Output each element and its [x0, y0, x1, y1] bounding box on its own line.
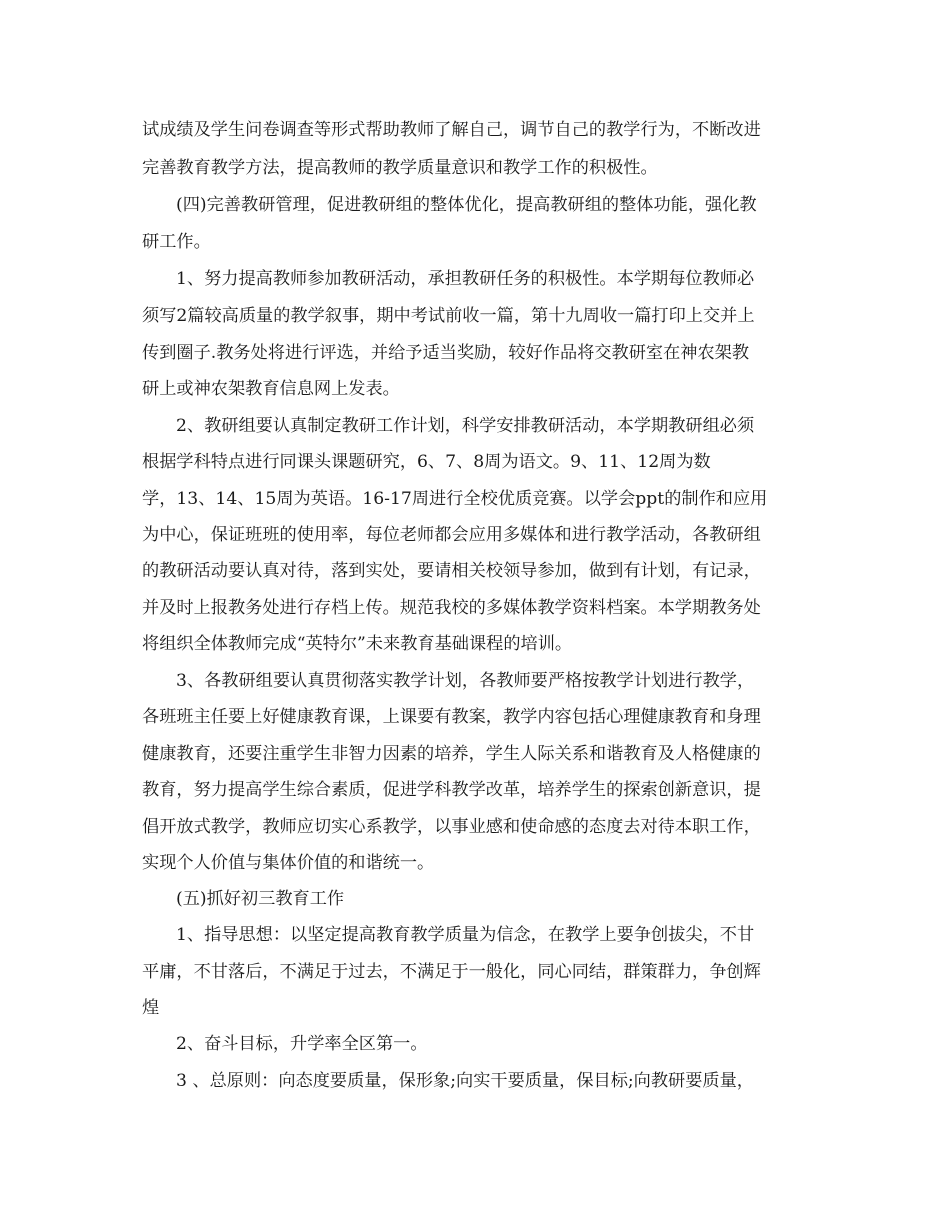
text-line: 1、指导思想：以坚定提高教育教学质量为信念，在教学上要争创拔尖，不甘 [176, 925, 755, 945]
text-line: 为中心，保证班班的使用率，每位老师都会应用多媒体和进行教学活动，各教研组 [142, 525, 761, 545]
text-line: 倡开放式教学，教师应切实心系教学，以事业感和使命感的态度去对待本职工作， [142, 817, 761, 837]
text-line: 健康教育，还要注重学生非智力因素的培养，学生人际关系和谐教育及人格健康的 [142, 744, 761, 764]
text-line: 学，13、14、15周为英语。16-17周进行全校优质竞赛。以学会ppt的制作和应用 [142, 489, 768, 509]
text-line: 2、奋斗目标，升学率全区第一。 [176, 1034, 428, 1054]
text-line: 的教研活动要认真对待，落到实处，要请相关校领导参加，做到有计划，有记录， [142, 561, 761, 581]
text-line: 研工作。 [142, 232, 211, 252]
text-line: 须写2篇较高质量的教学叙事，期中考试前收一篇，第十九周收一篇打印上交并上 [142, 306, 755, 326]
text-line: 试成绩及学生问卷调查等形式帮助教师了解自己，调节自己的教学行为，不断改进 [142, 120, 761, 140]
text-line: 研上或神农架教育信息网上发表。 [142, 379, 400, 399]
text-line: (五)抓好初三教育工作 [176, 889, 345, 909]
text-line: 煌 [142, 998, 160, 1018]
text-line: 2、教研组要认真制定教研工作计划，科学安排教研活动，本学期教研组必须 [176, 416, 755, 436]
text-line: 平庸，不甘落后，不满足于过去，不满足于一般化，同心同结，群策群力，争创辉 [142, 962, 761, 982]
text-line: 完善教育教学方法，提高教师的教学质量意识和教学工作的积极性。 [142, 158, 658, 178]
text-line: 根据学科特点进行同课头课题研究，6、7、8周为语文。9、11、12周为数 [142, 452, 711, 472]
text-line: 3 、总原则：向态度要质量，保形象;向实干要质量，保目标;向教研要质量， [176, 1071, 754, 1091]
text-line: 将组织全体教师完成“英特尔”未来教育基础课程的培训。 [142, 634, 573, 654]
text-line: 教育，努力提高学生综合素质，促进学科教学改革，培养学生的探索创新意识，提 [142, 780, 761, 800]
text-line: 各班班主任要上好健康教育课，上课要有教案，教学内容包括心理健康教育和身理 [142, 707, 761, 727]
text-line: 1、努力提高教师参加教研活动，承担教研任务的积极性。本学期每位教师必 [176, 269, 755, 289]
text-line: 3、各教研组要认真贯彻落实教学计划，各教师要严格按教学计划进行教学， [176, 671, 755, 691]
text-line: (四)完善教研管理，促进教研组的整体优化，提高教研组的整体功能，强化教 [176, 195, 757, 215]
text-line: 并及时上报教务处进行存档上传。规范我校的多媒体教学资料档案。本学期教务处 [142, 598, 761, 618]
text-line: 传到圈子.教务处将进行评选，并给予适当奖励，较好作品将交教研室在神农架教 [142, 343, 750, 363]
text-line: 实现个人价值与集体价值的和谐统一。 [142, 853, 435, 873]
